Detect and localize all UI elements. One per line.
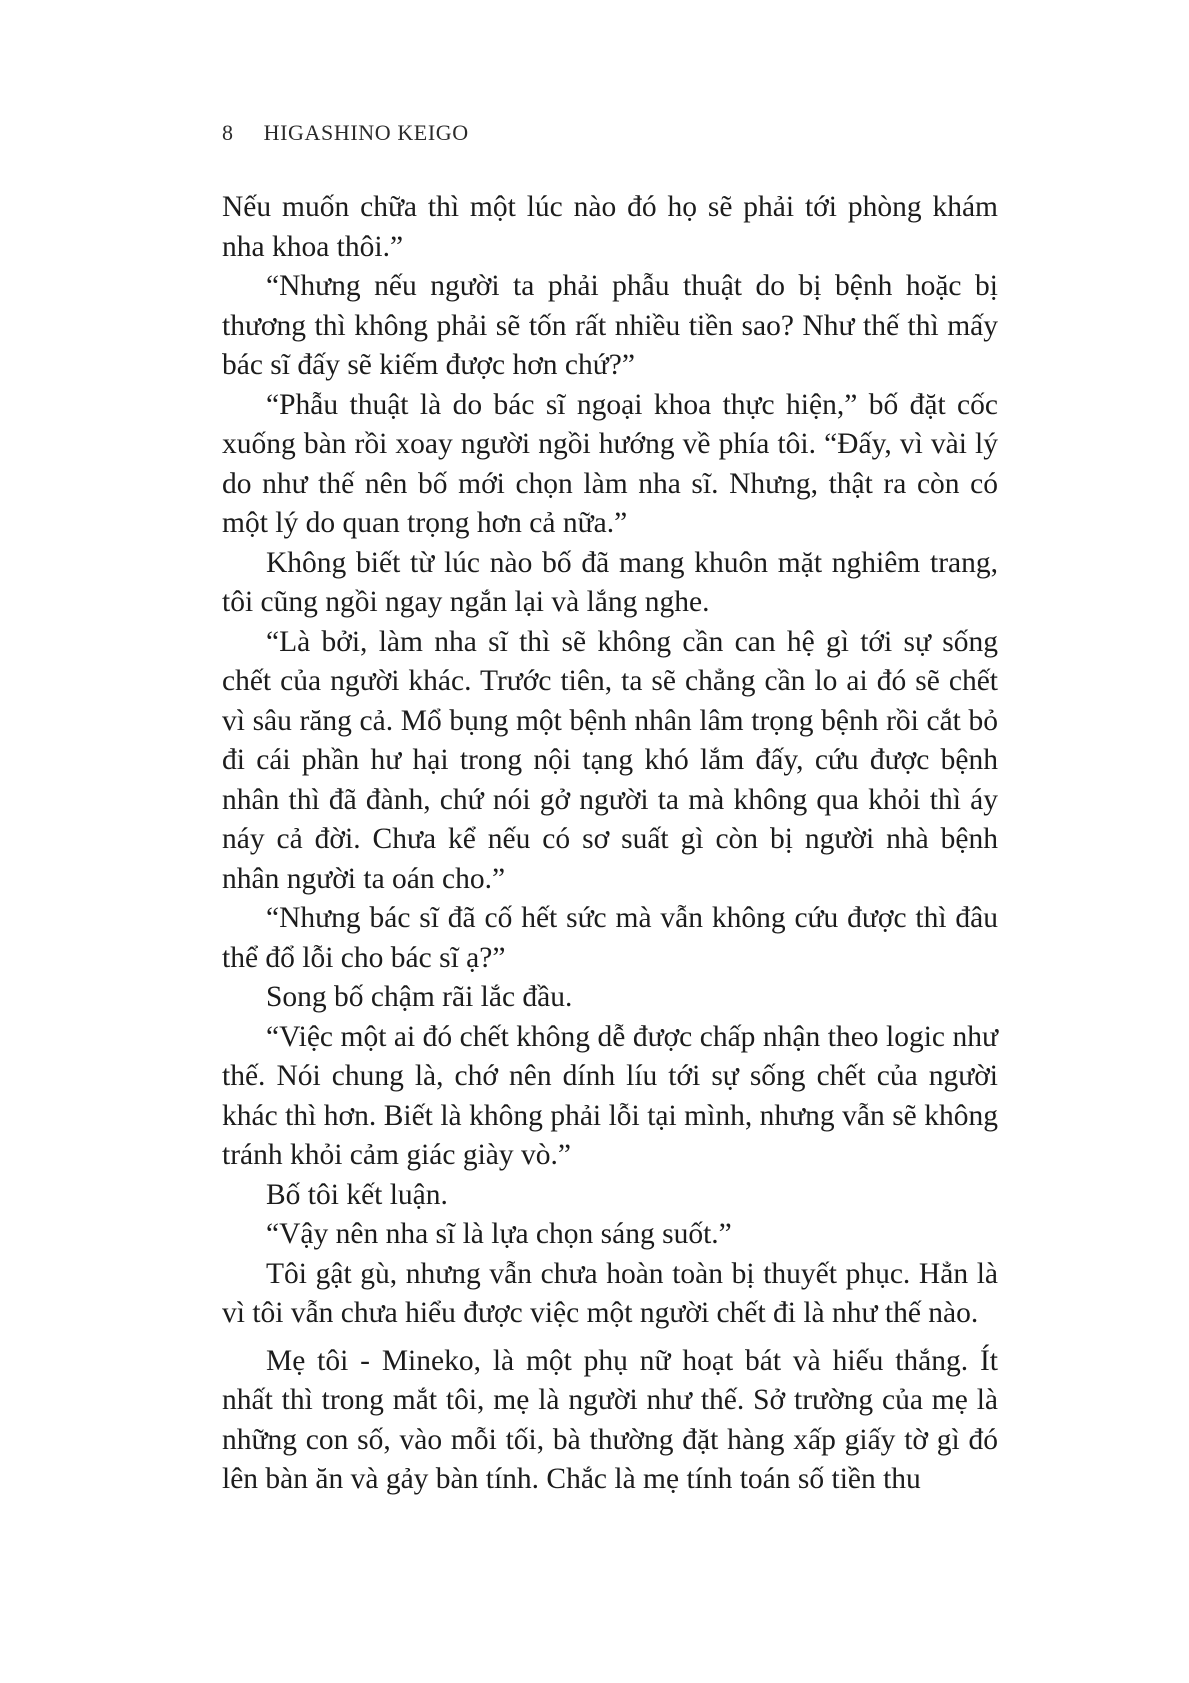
paragraph: Song bố chậm rãi lắc đầu. — [266, 981, 573, 1013]
body-text — [222, 188, 998, 1500]
running-header — [222, 120, 469, 146]
paragraph: “Vậy nên nha sĩ là lựa chọn sáng suốt.” — [266, 1218, 732, 1250]
paragraph: “Nhưng bác sĩ đã cố hết sức mà vẫn không cứu được thì đâu thể đổ lỗi cho bác sĩ ạ?” — [222, 902, 998, 974]
paragraph: Không biết từ lúc nào bố đã mang khuôn mặt nghiêm trang, tôi cũng ngồi ngay ngắn lại và lắng nghe. — [222, 546, 998, 618]
page-number: 8 — [222, 120, 234, 145]
paragraph: Bố tôi kết luận. — [266, 1178, 448, 1211]
paragraph: “Việc một ai đó chết không dễ được chấp nhận theo logic như thế. Nói chung là, chớ nên dính líu tới sự sống chết của người khác thì hơn. Biết là không phải lỗi tại mình, nhưng vẫn sẽ không tránh khỏi cảm giác giày vò.” — [222, 1020, 998, 1171]
paragraph: “Là bởi, làm nha sĩ thì sẽ không cần can hệ gì tới sự sống chết của người khác. Trước tiên, ta sẽ chẳng cần lo ai đó sẽ chết vì sâu răng cả. Mổ bụng một bệnh nhân lâm trọng bệnh rồi cắt bỏ đi cái phần hư hại trong nội tạng khó lắm đấy, cứu được bệnh nhân thì đã đành, chứ nói gở người ta mà không qua khỏi thì áy náy cả đời. Chưa kể nếu có sơ suất gì còn bị người nhà bệnh nhân người ta oán cho.” — [222, 625, 998, 895]
paragraph: Nếu muốn chữa thì một lúc nào đó họ sẽ phải tới phòng khám nha khoa thôi.” — [222, 191, 998, 263]
paragraph: Mẹ tôi - Mineko, là một phụ nữ hoạt bát và hiếu thắng. Ít nhất thì trong mắt tôi, mẹ là người như thế. Sở trường của mẹ là những con số, vào mỗi tối, bà thường đặt hàng xấp giấy tờ gì đó lên bàn ăn và gảy bàn tính. Chắc là mẹ tính toán số tiền thu — [222, 1344, 998, 1495]
paragraph: “Phẫu thuật là do bác sĩ ngoại khoa thực hiện,” bố đặt cốc xuống bàn rồi xoay người ngồi hướng về phía tôi. “Đấy, vì vài lý do như thế nên bố mới chọn làm nha sĩ. Nhưng, thật ra còn có một lý do quan trọng hơn cả nữa.” — [222, 388, 998, 539]
paragraph: “Nhưng nếu người ta phải phẫu thuật do bị bệnh hoặc bị thương thì không phải sẽ tốn rất nhiều tiền sao? Như thế thì mấy bác sĩ đấy sẽ kiếm được hơn chứ?” — [222, 270, 998, 381]
paragraph: Tôi gật gù, nhưng vẫn chưa hoàn toàn bị thuyết phục. Hẳn là vì tôi vẫn chưa hiểu được việc một người chết đi là như thế nào. — [222, 1257, 998, 1329]
author-name: HIGASHINO KEIGO — [263, 120, 469, 145]
